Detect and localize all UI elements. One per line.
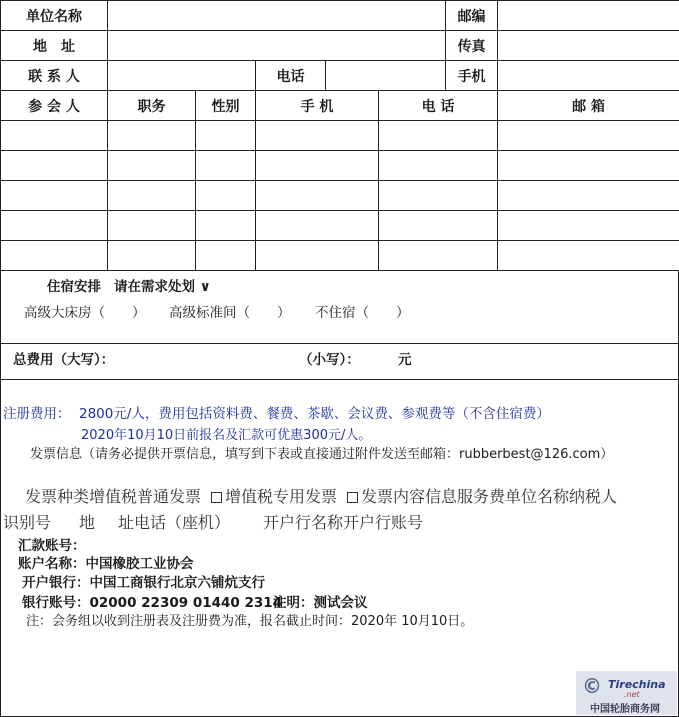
- attendee-row: [1, 241, 679, 271]
- remit-account-no: 银行账号：02000 22309 01440 2314: [22, 595, 283, 611]
- lodging-option-king[interactable]: 高级大床房（ ）: [24, 305, 146, 321]
- notes-section: [0, 380, 679, 717]
- phone-cell[interactable]: [379, 121, 498, 151]
- phone-label: 电话: [256, 61, 326, 91]
- attendee-cell[interactable]: [1, 121, 108, 151]
- total-small-label: （小写）：: [299, 352, 360, 368]
- total-unit: 元: [398, 352, 412, 368]
- email-cell[interactable]: [498, 241, 679, 271]
- position-cell[interactable]: [108, 151, 196, 181]
- email-cell[interactable]: [498, 181, 679, 211]
- mobile-field[interactable]: [498, 61, 679, 91]
- fee-line-2: 2020年10月10日前报名及汇款可优惠300元/人。: [81, 428, 372, 443]
- invoice-row2-d: 开户行名称开户行账号: [263, 513, 424, 532]
- checkbox-icon[interactable]: [347, 492, 358, 503]
- fee-label: 注册费用：: [3, 406, 71, 422]
- gender-cell[interactable]: [196, 121, 256, 151]
- mobile-label: 手机: [446, 61, 498, 91]
- total-capital-label: 总费用（大写）：: [13, 352, 115, 368]
- remit-bank: 开户银行：中国工商银行北京六铺炕支行: [22, 575, 265, 591]
- phone-header: 电 话: [379, 91, 498, 121]
- fax-label: 传真: [446, 31, 498, 61]
- gender-cell[interactable]: [196, 211, 256, 241]
- fax-field[interactable]: [498, 31, 679, 61]
- mobile-cell[interactable]: [256, 121, 379, 151]
- lodging-option-none[interactable]: 不住宿（ ）: [315, 305, 410, 321]
- unit-name-label: 单位名称: [1, 1, 108, 31]
- lodging-instruction: 请在需求处划 ∨: [114, 279, 211, 295]
- lodging-section: [0, 271, 679, 344]
- attendee-cell[interactable]: [1, 241, 108, 271]
- contact-field[interactable]: [108, 61, 256, 91]
- invoice-type: [25, 484, 617, 507]
- attendee-cell[interactable]: [1, 151, 108, 181]
- invoice-row2-c: 址电话（座机）: [118, 513, 231, 532]
- gender-header: 性别: [196, 91, 256, 121]
- mobile-cell[interactable]: [256, 211, 379, 241]
- unit-name-field[interactable]: [108, 1, 446, 31]
- gender-cell[interactable]: [196, 151, 256, 181]
- lodging-option-standard[interactable]: 高级标准间（ ）: [169, 305, 291, 321]
- phone-cell[interactable]: [379, 181, 498, 211]
- logo-brand: Tirechina: [608, 678, 666, 691]
- logo-caption: 中国轮胎商务网: [590, 704, 660, 715]
- lodging-title: 住宿安排: [47, 279, 101, 295]
- tirechina-logo: [576, 671, 677, 715]
- position-header: 职务: [108, 91, 196, 121]
- phone-cell[interactable]: [379, 241, 498, 271]
- invoice-special-label: 增值税专用发票: [225, 487, 338, 506]
- logo-suffix: .net: [624, 690, 640, 699]
- email-cell[interactable]: [498, 211, 679, 241]
- contact-label: 联 系 人: [1, 61, 108, 91]
- email-cell[interactable]: [498, 151, 679, 181]
- address-label: 地 址: [1, 31, 108, 61]
- postcode-field[interactable]: [498, 1, 679, 31]
- attendee-cell[interactable]: [1, 211, 108, 241]
- email-cell[interactable]: [498, 121, 679, 151]
- mobile-cell[interactable]: [256, 181, 379, 211]
- invoice-row2-b: 地: [79, 513, 96, 532]
- invoice-row2-a: 识别号: [3, 513, 52, 532]
- mobile-header: 手 机: [256, 91, 379, 121]
- attendee-cell[interactable]: [1, 181, 108, 211]
- attendee-row: [1, 181, 679, 211]
- email-header: 邮 箱: [498, 91, 679, 121]
- mobile-cell[interactable]: [256, 151, 379, 181]
- phone-field[interactable]: [326, 61, 446, 91]
- position-cell[interactable]: [108, 181, 196, 211]
- attendee-header: 参 会 人: [1, 91, 108, 121]
- position-cell[interactable]: [108, 211, 196, 241]
- postcode-label: 邮编: [446, 1, 498, 31]
- attendee-row: [1, 211, 679, 241]
- checkbox-icon[interactable]: [211, 492, 222, 503]
- tire-logo-icon: ©: [582, 674, 602, 698]
- invoice-content-label: 发票内容信息服务费单位名称纳税人: [361, 487, 618, 506]
- invoice-info: 发票信息（请务必提供开票信息，填写到下表或直接通过附件发送至邮箱：rubberbest@126.com）: [30, 447, 614, 462]
- address-field[interactable]: [108, 31, 446, 61]
- contact-table: [0, 0, 679, 271]
- attendee-row: [1, 151, 679, 181]
- position-cell[interactable]: [108, 241, 196, 271]
- remit-title: 汇款账号：: [18, 538, 86, 554]
- gender-cell[interactable]: [196, 241, 256, 271]
- remit-account-name: 账户名称：中国橡胶工业协会: [18, 556, 194, 572]
- remit-memo: 注明：测试会议: [273, 595, 368, 611]
- mobile-cell[interactable]: [256, 241, 379, 271]
- fee-line-1: 2800元/人，费用包括资料费、餐费、茶歇、会议费、参观费等（不含住宿费）: [79, 406, 550, 422]
- invoice-type-label: 发票种类增值税普通发票: [25, 487, 202, 506]
- position-cell[interactable]: [108, 121, 196, 151]
- gender-cell[interactable]: [196, 181, 256, 211]
- attendee-row: [1, 121, 679, 151]
- phone-cell[interactable]: [379, 211, 498, 241]
- deadline-note: 注：会务组以收到注册表及注册费为准，报名截止时间：2020年 10月10日。: [26, 614, 474, 629]
- phone-cell[interactable]: [379, 151, 498, 181]
- total-fee-section: [0, 344, 679, 380]
